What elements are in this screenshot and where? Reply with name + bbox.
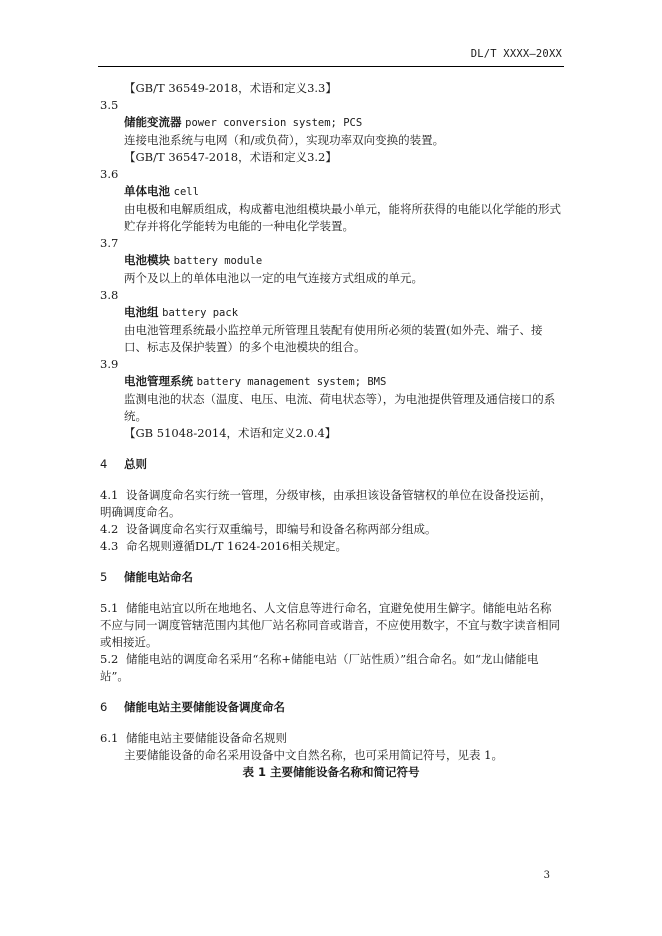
table-caption: 表 1 主要储能设备名称和简记符号 [242,765,420,779]
term-name-zh: 储能变流器 [124,115,182,129]
term-source: 【GB 51048-2014，术语和定义2.0.4】 [124,426,337,440]
term-name-zh: 电池组 [124,305,159,319]
term-number: 3.8 [100,288,119,302]
section-title: 储能电站主要储能设备调度命名 [124,700,285,714]
term-heading [100,114,562,132]
clause-number: 5.2 [100,652,119,666]
term-name-en: battery module [173,255,263,267]
term-name-zh: 单体电池 [124,184,170,198]
term-definition: 监测电池的状态（温度、电压、电流、荷电状态等），为电池提供管理及通信接口的系统。 [124,392,556,423]
term-definition: 连接电池系统与电网（和/或负荷），实现功率双向变换的装置。 [124,133,445,147]
section-number: 4 [100,457,108,471]
clause-number: 6.1 [100,731,119,745]
term-number: 3.9 [100,357,119,371]
clause [100,487,562,521]
term-heading [100,373,562,391]
term-number: 3.5 [100,98,119,112]
section-title: 总则 [124,457,147,471]
clause [100,651,562,685]
clause-text: 储能电站宜以所在地地名、人文信息等进行命名，宜避免使用生僻字。储能电站名称不应与同一调度管辖范围内其他厂站名称同音或谐音，不应使用数字，不宜与数字读音相同或相接近。 [100,601,560,649]
clause-text: 设备调度命名实行统一管理，分级审核，由承担该设备管辖权的单位在设备投运前，明确调度命名。 [100,488,552,519]
header-rule [98,66,564,67]
term-heading [100,252,562,270]
term-source: 【GB/T 36547-2018，术语和定义3.2】 [124,150,337,164]
body-paragraph: 主要储能设备的命名采用设备中文自然名称，也可采用简记符号，见表 1。 [124,748,503,762]
clause-text: 储能电站的调度命名采用“名称+储能电站（厂站性质）”组合命名。如“龙山储能电站”。 [100,652,539,683]
term-source: 【GB/T 36549-2018，术语和定义3.3】 [124,81,337,95]
term-name-en: battery pack [162,307,239,319]
section-heading-5 [100,569,562,586]
clause-text: 设备调度命名实行双重编号，即编号和设备名称两部分组成。 [126,522,437,536]
clause-number: 4.1 [100,488,119,502]
section-heading-6 [100,699,562,716]
subsection-heading [100,730,562,747]
subsection-title: 储能电站主要储能设备命名规则 [126,731,287,745]
section-number: 6 [100,700,108,714]
term-heading [100,304,562,322]
clause-number: 5.1 [100,601,119,615]
clause-text: 命名规则遵循DL/T 1624-2016相关规定。 [126,539,347,553]
term-number: 3.7 [100,236,119,250]
term-heading [100,183,562,201]
term-name-en: cell [173,186,199,198]
term-name-zh: 电池管理系统 [124,374,193,388]
clause-number: 4.2 [100,522,119,536]
term-name-en: power conversion system; PCS [185,117,363,129]
section-number: 5 [100,570,108,584]
section-heading-4 [100,456,562,473]
term-number: 3.6 [100,167,119,181]
page-body [100,80,562,781]
document-number: DL/T XXXX—20XX [470,48,562,60]
term-definition: 由电池管理系统最小监控单元所管理且装配有使用所必须的装置(如外壳、端子、接口、标志及保护装置）的多个电池模块的组合。 [124,323,543,354]
clause [100,538,562,555]
page-number: 3 [543,870,550,881]
term-name-zh: 电池模块 [124,253,170,267]
term-name-en: battery management system; BMS [196,376,387,388]
term-definition: 两个及以上的单体电池以一定的电气连接方式组成的单元。 [124,271,423,285]
term-definition: 由电极和电解质组成，构成蓄电池组模块最小单元，能将所获得的电能以化学能的形式贮存并将化学能转为电能的一种电化学装置。 [124,202,561,233]
clause-number: 4.3 [100,539,119,553]
section-title: 储能电站命名 [124,570,193,584]
clause [100,600,562,651]
clause [100,521,562,538]
